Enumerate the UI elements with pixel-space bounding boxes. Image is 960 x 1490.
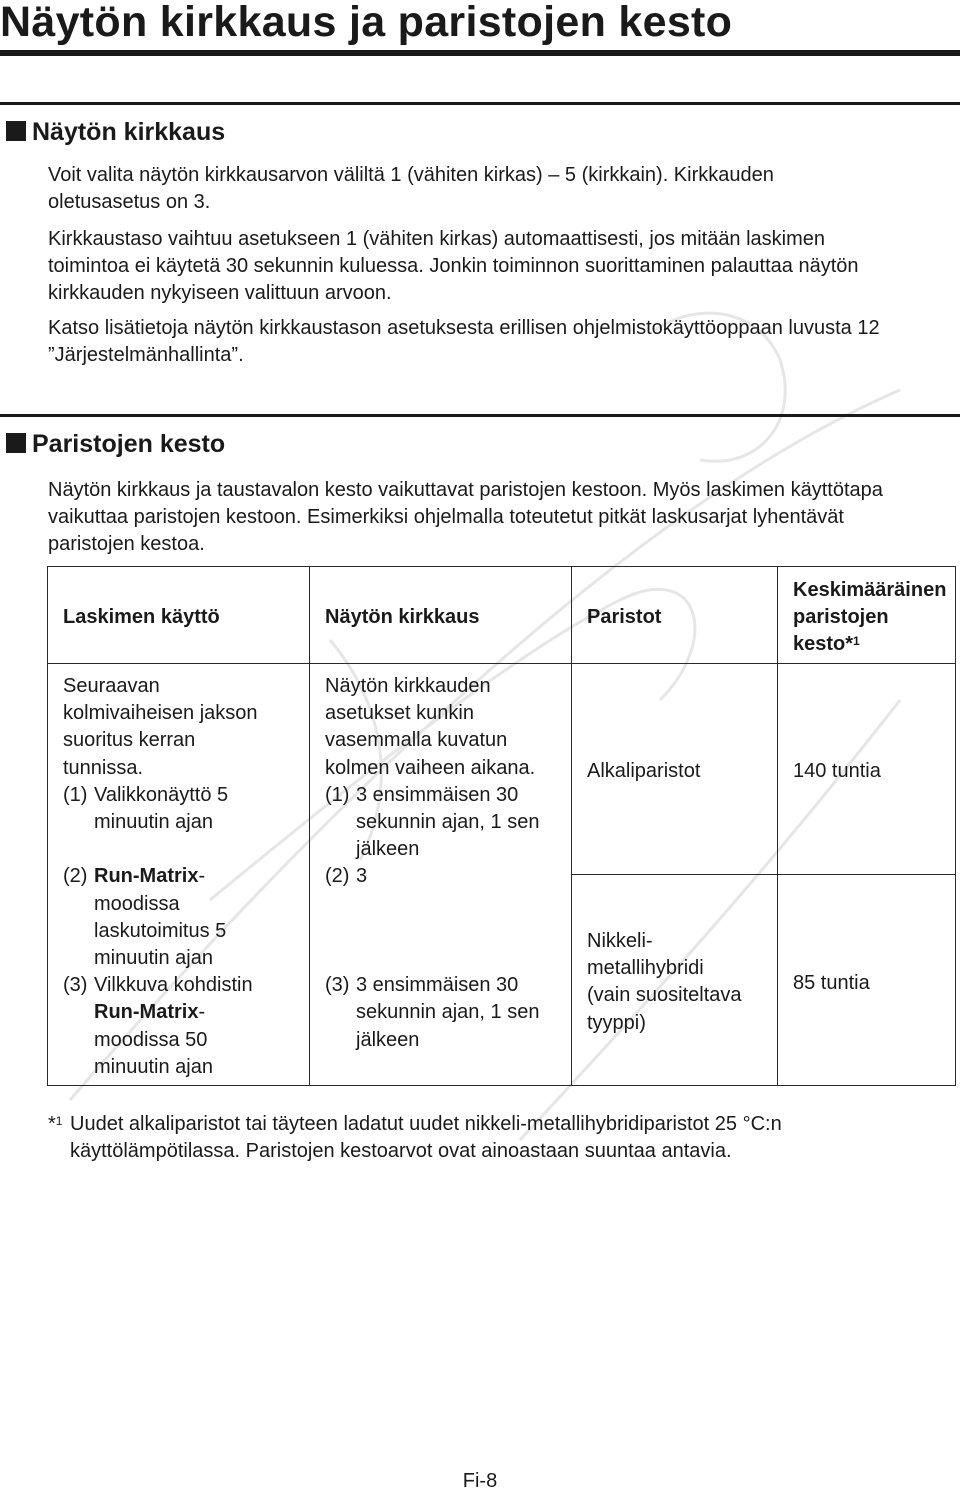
text-line: asetukset kunkin — [325, 702, 474, 725]
text-line: sekunnin ajan, 1 sen — [356, 1001, 540, 1024]
text-line: suoritus kerran — [63, 729, 196, 752]
footnote-line: käyttölämpötilassa. Paristojen kestoarvot ovat ainoastaan suuntaa antavia. — [70, 1140, 732, 1162]
header-batteries: Paristot — [587, 606, 662, 628]
text-line: Seuraavan — [63, 675, 160, 697]
footnote-number: 1 — [55, 1114, 63, 1128]
battery-life-alkaline: 140 tuntia — [793, 760, 881, 782]
text-line: tunnissa. — [63, 756, 144, 779]
text-line: sekunnin ajan, 1 sen — [356, 811, 540, 834]
text-line: moodissa — [94, 892, 180, 915]
page-number: Fi-8 — [462, 1470, 498, 1490]
square-bullet-icon — [6, 433, 26, 453]
step-number: (1) — [63, 783, 88, 806]
text-line: kirkkauden nykyiseen valittuun arvoon. — [48, 282, 392, 304]
text-line: kolmen vaiheen aikana. — [325, 756, 536, 779]
battery-paragraph-1 — [48, 477, 883, 558]
header-brightness: Näytön kirkkaus — [325, 606, 480, 628]
step-number: (2) — [63, 865, 88, 888]
page-title: Näytön kirkkaus ja paristojen kesto — [0, 0, 733, 46]
step-number: (2) — [325, 865, 350, 888]
text-line: 3 — [356, 865, 368, 888]
section-heading-brightness-text: Näytön kirkkaus — [32, 118, 226, 146]
text-line: tyyppi) — [587, 1011, 646, 1034]
section-rule-brightness — [0, 102, 960, 105]
text-line: (vain suositeltava — [587, 984, 742, 1007]
battery-type-nimh — [587, 928, 742, 1037]
text-line: metallihybridi — [587, 957, 704, 980]
text-line: Vilkkuva kohdistin — [94, 974, 253, 997]
battery-type-alkaline: Alkaliparistot — [587, 760, 701, 782]
header-line: paristojen — [793, 606, 889, 628]
text-line: Voit valita näytön kirkkausarvon väliltä 1 (vähiten kirkas) – 5 (kirkkain). Kirkkauden — [48, 164, 774, 186]
section-rule-battery — [0, 414, 960, 417]
text-line: moodissa 50 — [94, 1028, 208, 1051]
mode-name: Run-Matrix — [94, 1001, 199, 1024]
brightness-paragraph-2 — [48, 226, 859, 307]
text-line: Valikkonäyttö 5 — [94, 783, 229, 806]
title-rule — [0, 50, 960, 56]
footnote — [48, 1111, 782, 1165]
footnote-ref: 1 — [853, 634, 860, 648]
section-heading-battery-text: Paristojen kesto — [32, 430, 226, 458]
text-line: jälkeen — [356, 838, 420, 861]
text-line: ”Järjestelmänhallinta”. — [48, 344, 244, 366]
text-line: minuutin ajan — [94, 1055, 213, 1078]
section-heading-brightness — [6, 117, 225, 147]
text-line: vasemmalla kuvatun — [325, 729, 508, 752]
header-line: kesto* — [793, 633, 854, 655]
brightness-paragraph-1 — [48, 162, 774, 216]
brightness-cell-text — [325, 673, 539, 1054]
footnote-star: * — [48, 1113, 56, 1135]
header-battery-life — [793, 577, 946, 658]
hyphen: - — [198, 1001, 206, 1024]
text-line: minuutin ajan — [94, 947, 213, 970]
battery-life-nimh: 85 tuntia — [793, 972, 870, 994]
text-line: laskutoimitus 5 — [94, 919, 227, 942]
step-number: (3) — [63, 974, 88, 997]
step-number: (3) — [325, 974, 350, 997]
text-line: oletusasetus on 3. — [48, 191, 211, 213]
text-line: Kirkkaustaso vaihtuu asetukseen 1 (vähiten kirkas) automaattisesti, jos mitään laskimen — [48, 228, 826, 250]
battery-life-table — [47, 566, 956, 1086]
square-bullet-icon — [6, 121, 26, 141]
footnote-line: Uudet alkaliparistot tai täyteen ladatut uudet nikkeli-metallihybridiparistot 25 °C:n — [70, 1113, 782, 1135]
text-line: paristojen kestoa. — [48, 533, 205, 555]
text-line: minuutin ajan — [94, 811, 213, 834]
text-line: 3 ensimmäisen 30 — [356, 783, 519, 806]
hyphen: - — [198, 865, 206, 888]
header-line: Keskimääräinen — [793, 579, 947, 601]
text-line: Nikkeli- — [587, 930, 653, 952]
mode-name: Run-Matrix — [94, 865, 199, 888]
text-line: kolmivaiheisen jakson — [63, 702, 258, 725]
text-line: jälkeen — [356, 1028, 420, 1051]
text-line: 3 ensimmäisen 30 — [356, 974, 519, 997]
text-line: Katso lisätietoja näytön kirkkaustason asetuksesta erillisen ohjelmistokäyttöoppaan luvusta 12 — [48, 317, 880, 339]
text-line: toimintoa ei käytetä 30 sekunnin kuluessa. Jonkin toiminnon suorittaminen palauttaa näytön — [48, 255, 859, 277]
text-line: Näytön kirkkaus ja taustavalon kesto vaikuttavat paristojen kestoon. Myös laskimen käyttötapa — [48, 479, 883, 501]
text-line: vaikuttaa paristojen kestoon. Esimerkiksi ohjelmalla toteutetut pitkät laskusarjat lyhentävät — [48, 506, 844, 528]
footnote-mark — [48, 1111, 62, 1138]
text-line: Näytön kirkkauden — [325, 675, 491, 697]
usage-cell-text — [63, 673, 258, 1081]
step-number: (1) — [325, 783, 350, 806]
section-heading-battery — [6, 429, 225, 459]
brightness-paragraph-3 — [48, 315, 880, 369]
header-usage: Laskimen käyttö — [63, 606, 220, 628]
